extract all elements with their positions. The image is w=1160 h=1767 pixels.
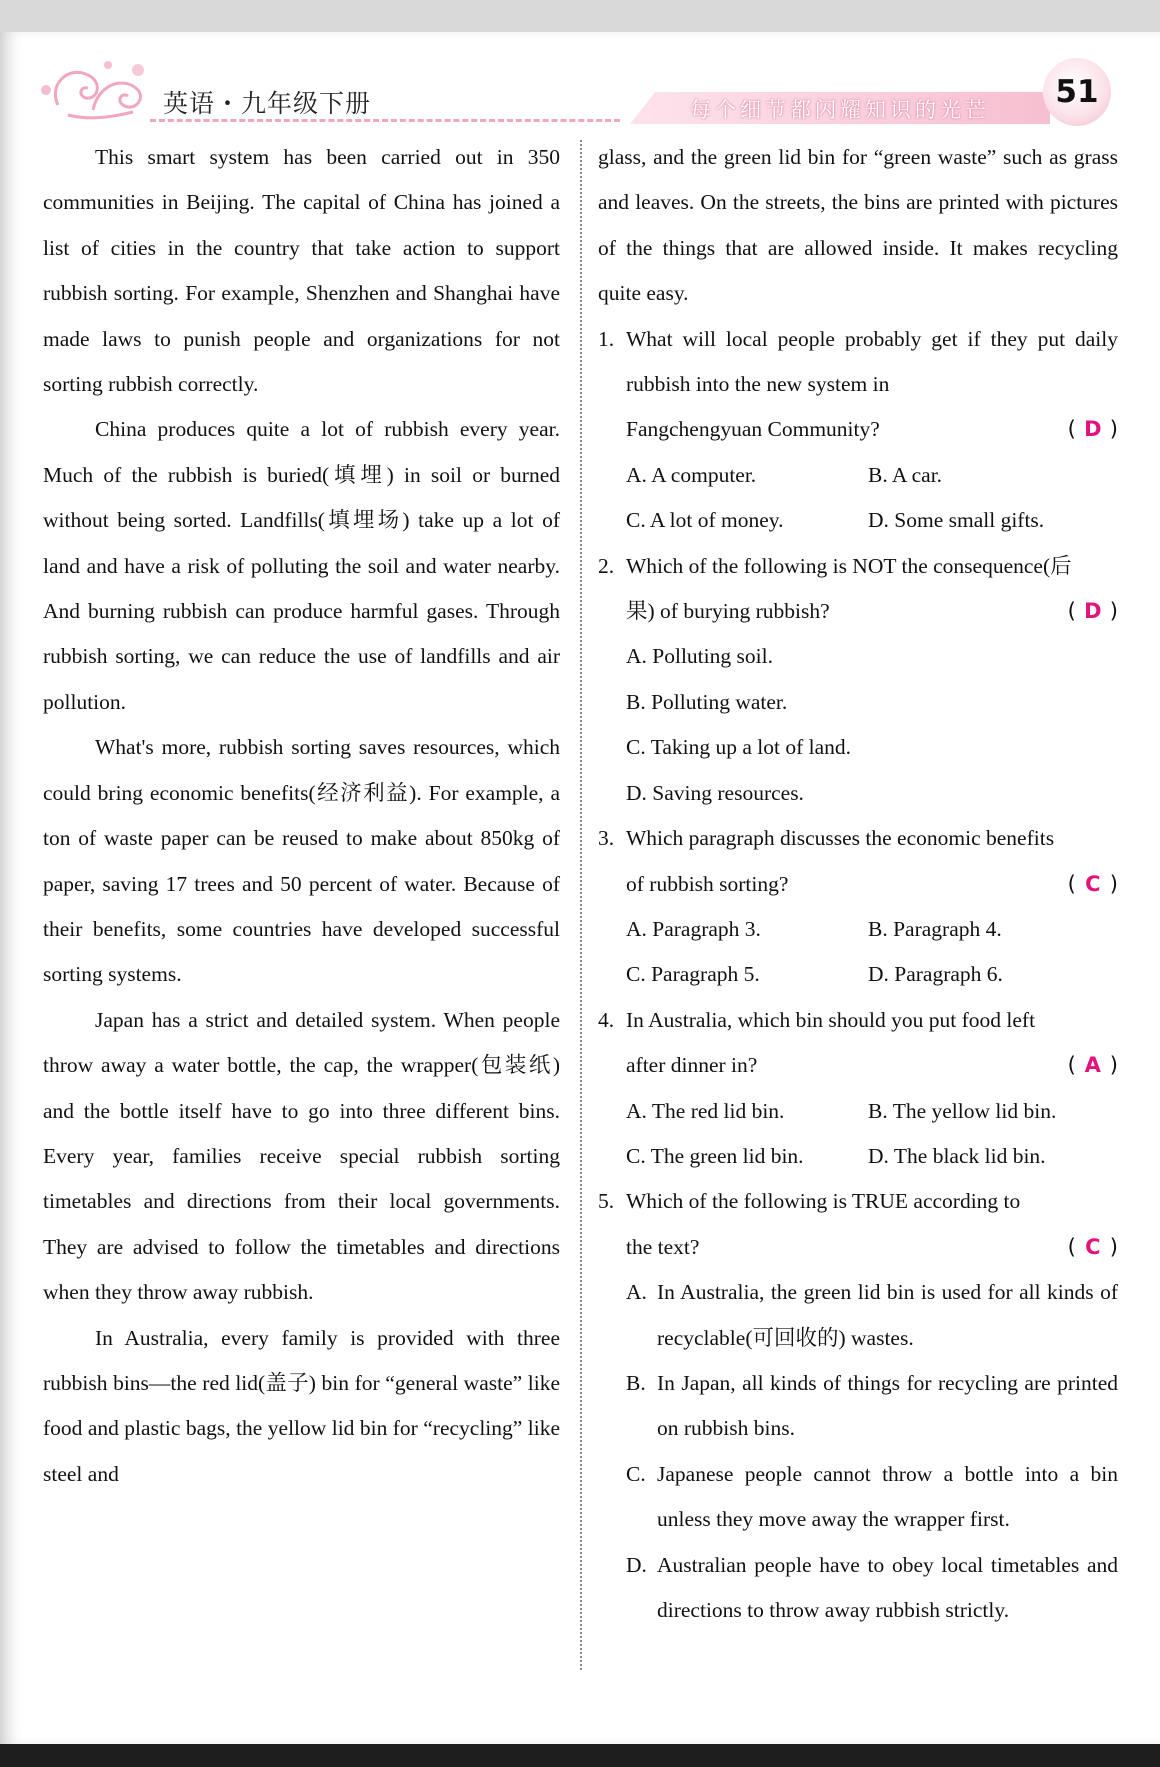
answer-bracket: ( D ): [1068, 407, 1118, 452]
answer-bracket: ( D ): [1068, 589, 1118, 634]
header-dashed-rule: [150, 119, 620, 122]
question-number: 2.: [598, 553, 615, 578]
question-stem: Which of the following is NOT the consequence(后: [626, 553, 1072, 578]
answer-letter: D: [1084, 417, 1102, 442]
option: B. Polluting water.: [626, 689, 788, 714]
passage-paragraph: China produces quite a lot of rubbish every year. Much of the rubbish is buried(填埋) in soil or burned without being sorted. Landfills(填埋场) take up a lot of land and have a risk of polluting the soil and water nearby. And burning rubbish can produce harmful gases. Through rubbish sorting, we can reduce the use of landfills and air pollution.: [43, 417, 560, 714]
answer-letter: C: [1085, 1234, 1101, 1259]
column-divider: [580, 140, 582, 1670]
question-stem-end: after dinner in?: [626, 1053, 758, 1078]
question-2: [598, 544, 1118, 816]
question-stem: Which paragraph discusses the economic benefits: [626, 826, 1055, 851]
passage-paragraph: What's more, rubbish sorting saves resources, which could bring economic benefits(经济利益). For example, a ton of waste paper can be reused to make about 850kg of paper, saving 17 trees and 50 percent of water. Because of their benefits, some countries have developed successful sorting systems.: [43, 735, 560, 987]
book-title: 英语・九年级下册: [163, 89, 372, 118]
option: C. A lot of money.: [626, 508, 784, 533]
motto-text: 每个细节都闪耀知识的光芒: [690, 98, 990, 122]
option: B. Paragraph 4.: [868, 916, 1002, 941]
page-number: 51: [1043, 58, 1111, 126]
option: A. A computer.: [626, 462, 757, 487]
question-4: [598, 998, 1118, 1180]
option: A. Paragraph 3.: [626, 916, 761, 941]
question-stem: Which of the following is TRUE according to: [626, 1189, 1021, 1214]
question-stem-end: the text?: [626, 1234, 700, 1259]
answer-bracket: ( A ): [1068, 1043, 1118, 1088]
option: D. Australian people have to obey local timetables and directions to throw away rubbish strictly.: [626, 1552, 1118, 1623]
option: A. The red lid bin.: [626, 1098, 785, 1123]
question-5: [598, 1179, 1118, 1633]
option: D. Paragraph 6.: [868, 962, 1003, 987]
option: D. The black lid bin.: [868, 1143, 1046, 1168]
viewer-top-bar: [0, 0, 1160, 32]
question-number: 4.: [598, 1007, 615, 1032]
question-1: [598, 317, 1118, 544]
answer-letter: C: [1085, 871, 1101, 896]
passage-paragraph: This smart system has been carried out in 350 communities in Beijing. The capital of China has joined a list of cities in the country that take action to support rubbish sorting. For example, Shenzhen and Shanghai have made laws to punish people and organizations for not sorting rubbish correctly.: [43, 145, 560, 397]
question-3: [598, 816, 1118, 998]
viewer-bottom-bar: [0, 1744, 1160, 1767]
option: B. A car.: [868, 462, 943, 487]
option: A. In Australia, the green lid bin is used for all kinds of recyclable(可回收的) wastes.: [626, 1280, 1118, 1350]
option: C. Taking up a lot of land.: [626, 735, 852, 760]
question-number: 3.: [598, 826, 615, 851]
option: A. Polluting soil.: [626, 644, 773, 669]
question-stem-end: of rubbish sorting?: [626, 871, 789, 896]
question-stem: What will local people probably get if they put daily rubbish into the new system in: [626, 326, 1118, 397]
question-stem: In Australia, which bin should you put food left: [626, 1007, 1036, 1032]
passage-paragraph: Japan has a strict and detailed system. When people throw away a water bottle, the cap, the wrapper(包装纸) and the bottle itself have to go into three different bins. Every year, families receive special rubbish sorting timetables and directions from their local governments. They are advised to follow the timetables and directions when they throw away rubbish.: [43, 1007, 560, 1305]
question-stem-end: 果) of burying rubbish?: [626, 599, 830, 624]
passage-continuation: glass, and the green lid bin for “green waste” such as grass and leaves. On the streets, the bins are printed with pictures of the things that are allowed inside. It makes recycling quite easy.: [598, 145, 1118, 306]
option: B. In Japan, all kinds of things for recycling are printed on rubbish bins.: [626, 1370, 1118, 1441]
question-number: 5.: [598, 1189, 615, 1214]
option: D. Saving resources.: [626, 780, 804, 805]
answer-bracket: ( C ): [1068, 862, 1118, 907]
option: B. The yellow lid bin.: [868, 1098, 1057, 1123]
passage-paragraph: In Australia, every family is provided with three rubbish bins—the red lid(盖子) bin for “general waste” like food and plastic bags, the yellow lid bin for “recycling” like steel and: [43, 1325, 560, 1486]
answer-letter: A: [1084, 1053, 1101, 1078]
question-stem-end: Fangchengyuan Community?: [626, 417, 880, 442]
option: C. Paragraph 5.: [626, 962, 760, 987]
answer-bracket: ( C ): [1068, 1225, 1118, 1270]
reading-passage: [43, 135, 560, 1497]
option: C. Japanese people cannot throw a bottle into a bin unless they move away the wrapper first.: [626, 1461, 1118, 1532]
option: D. Some small gifts.: [868, 508, 1045, 533]
floral-ornament-icon: [38, 50, 148, 125]
answer-letter: D: [1084, 599, 1102, 624]
questions-column: [598, 135, 1118, 1633]
question-number: 1.: [598, 326, 615, 351]
option: C. The green lid bin.: [626, 1143, 804, 1168]
